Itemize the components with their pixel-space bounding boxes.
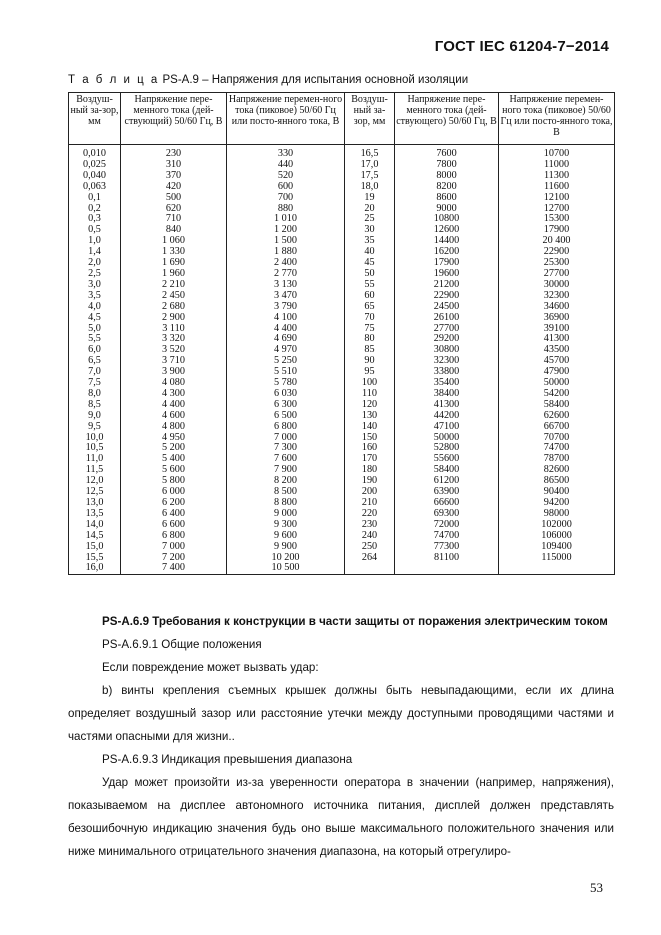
table-row [69, 476, 615, 487]
table-cell: 9 000 [227, 509, 345, 520]
table-cell: 109400 [499, 542, 615, 553]
table-row [69, 145, 615, 160]
table-cell: 17900 [499, 225, 615, 236]
table-cell: 420 [121, 182, 227, 193]
table-body [69, 145, 615, 575]
table-cell: 12700 [499, 204, 615, 215]
table-cell: 3 110 [121, 324, 227, 335]
table-row [69, 214, 615, 225]
table-cell: 7 300 [227, 443, 345, 454]
table-cell: 32300 [499, 291, 615, 302]
table-cell: 8 200 [227, 476, 345, 487]
table-cell: 0,025 [69, 160, 121, 171]
table-cell: 264 [345, 553, 395, 564]
table-cell: 14,5 [69, 531, 121, 542]
table-cell: 50000 [395, 433, 499, 444]
table-cell: 15300 [499, 214, 615, 225]
table-cell: 4 600 [121, 411, 227, 422]
table-cell: 3 790 [227, 302, 345, 313]
table-cell: 25300 [499, 258, 615, 269]
section-heading: PS-A.6.9 Требования к конструкции в части защиты от поражения электрическим током [102, 615, 608, 628]
table-cell: 77300 [395, 542, 499, 553]
table-cell: 5 800 [121, 476, 227, 487]
table-cell: 5 600 [121, 465, 227, 476]
table-cell: 840 [121, 225, 227, 236]
table-cell: 19600 [395, 269, 499, 280]
table-cell: 8 500 [227, 487, 345, 498]
table-row [69, 411, 615, 422]
table-cell: 15,5 [69, 553, 121, 564]
table-row [69, 389, 615, 400]
table-cell: 26100 [395, 313, 499, 324]
table-cell: 69300 [395, 509, 499, 520]
table-cell: 85 [345, 345, 395, 356]
table-cell: 7 600 [227, 454, 345, 465]
table-row [69, 465, 615, 476]
table-cell: 4 400 [227, 324, 345, 335]
table-cell: 115000 [499, 553, 615, 564]
table-cell: 72000 [395, 520, 499, 531]
table-cell: 1 960 [121, 269, 227, 280]
table-cell: 7 900 [227, 465, 345, 476]
table-row [69, 324, 615, 335]
table-cell: 16,5 [345, 145, 395, 160]
table-cell: 330 [227, 145, 345, 160]
table-cell: 21200 [395, 280, 499, 291]
table-cell: 220 [345, 509, 395, 520]
document-code-header: ГОСТ IEC 61204-7−2014 [434, 38, 609, 55]
table-row [69, 225, 615, 236]
table-cell [345, 563, 395, 574]
table-cell: 47100 [395, 422, 499, 433]
table-cell: 100 [345, 378, 395, 389]
table-cell: 0,1 [69, 193, 121, 204]
table-cell: 95 [345, 367, 395, 378]
table-row [69, 356, 615, 367]
body-text [68, 610, 614, 863]
table-cell: 13,0 [69, 498, 121, 509]
table-cell: 102000 [499, 520, 615, 531]
table-row [69, 258, 615, 269]
table-cell: 27700 [395, 324, 499, 335]
table-cell: 24500 [395, 302, 499, 313]
page-number: 53 [590, 880, 603, 895]
table-cell: 17,0 [345, 160, 395, 171]
table-cell: 19 [345, 193, 395, 204]
table-cell: 58400 [395, 465, 499, 476]
table-cell: 9000 [395, 204, 499, 215]
table-cell: 10,0 [69, 433, 121, 444]
table-cell: 8200 [395, 182, 499, 193]
table-cell: 6 600 [121, 520, 227, 531]
table-cell: 5,0 [69, 324, 121, 335]
table-cell: 12600 [395, 225, 499, 236]
table-cell: 63900 [395, 487, 499, 498]
table-row [69, 313, 615, 324]
table-cell: 90400 [499, 487, 615, 498]
table-row [69, 531, 615, 542]
table-cell: 17900 [395, 258, 499, 269]
table-cell: 6,5 [69, 356, 121, 367]
table-cell: 70 [345, 313, 395, 324]
table-cell: 9,0 [69, 411, 121, 422]
table-cell: 50000 [499, 378, 615, 389]
table-row [69, 334, 615, 345]
table-cell: 4 300 [121, 389, 227, 400]
table-cell: 12,0 [69, 476, 121, 487]
table-cell: 5,5 [69, 334, 121, 345]
table-row [69, 443, 615, 454]
table-cell: 3 320 [121, 334, 227, 345]
table-cell: 43500 [499, 345, 615, 356]
table-cell: 47900 [499, 367, 615, 378]
subsection-general: PS-A.6.9.1 Общие положения [102, 638, 262, 651]
table-cell: 2,0 [69, 258, 121, 269]
table-cell: 10,5 [69, 443, 121, 454]
table-cell: 370 [121, 171, 227, 182]
table-header-row [69, 93, 615, 145]
table-row [69, 378, 615, 389]
table-cell: 78700 [499, 454, 615, 465]
table-cell: 1 880 [227, 247, 345, 258]
table-row [69, 193, 615, 204]
paragraph-overrange: Удар может произойти из-за уверенности оператора в значении (например, напряжения), показываемом на дисплее автономного источника питания, дисплей должен представлять безошибочную индикацию значения будь оно выше максимального положительного значения или ниже минимального отрицательного значения диапазона, на который отрегулиро- [68, 776, 614, 858]
table-cell: 10 200 [227, 553, 345, 564]
table-cell: 1,0 [69, 236, 121, 247]
table-cell: 8 800 [227, 498, 345, 509]
table-cell: 6 500 [227, 411, 345, 422]
table-cell: 160 [345, 443, 395, 454]
table-cell: 2 770 [227, 269, 345, 280]
table-cell: 25 [345, 214, 395, 225]
table-cell: 7600 [395, 145, 499, 160]
table-row [69, 553, 615, 564]
table-cell: 55600 [395, 454, 499, 465]
table-cell: 74700 [395, 531, 499, 542]
table-row [69, 400, 615, 411]
table-cell: 10800 [395, 214, 499, 225]
table-cell: 14,0 [69, 520, 121, 531]
table-cell: 4 080 [121, 378, 227, 389]
table-cell: 8,5 [69, 400, 121, 411]
table-row [69, 498, 615, 509]
table-cell: 98000 [499, 509, 615, 520]
table-cell: 150 [345, 433, 395, 444]
table-cell: 6 300 [227, 400, 345, 411]
table-cell: 0,040 [69, 171, 121, 182]
column-header-ac-rms-2: Напряжение пере-менного тока (дей-ствующего) 50/60 Гц, В [395, 93, 499, 145]
table-cell: 6 400 [121, 509, 227, 520]
table-cell: 310 [121, 160, 227, 171]
table-cell: 2 450 [121, 291, 227, 302]
table-row [69, 182, 615, 193]
table-cell: 4,5 [69, 313, 121, 324]
table-cell: 30800 [395, 345, 499, 356]
table-cell: 6,0 [69, 345, 121, 356]
table-cell: 3 520 [121, 345, 227, 356]
table-row [69, 422, 615, 433]
table-cell: 20 [345, 204, 395, 215]
table-cell: 6 030 [227, 389, 345, 400]
table-cell: 12,5 [69, 487, 121, 498]
table-cell: 16,0 [69, 563, 121, 574]
table-cell: 11,5 [69, 465, 121, 476]
table-cell: 20 400 [499, 236, 615, 247]
table-cell: 3,0 [69, 280, 121, 291]
table-cell: 65 [345, 302, 395, 313]
table-row [69, 454, 615, 465]
table-cell: 29200 [395, 334, 499, 345]
table-cell: 4 100 [227, 313, 345, 324]
table-row [69, 487, 615, 498]
table-cell: 9 600 [227, 531, 345, 542]
table-cell: 3 900 [121, 367, 227, 378]
table-cell: 1,4 [69, 247, 121, 258]
table-cell: 10 500 [227, 563, 345, 574]
table-cell: 27700 [499, 269, 615, 280]
table-cell: 130 [345, 411, 395, 422]
table-cell: 3 470 [227, 291, 345, 302]
table-cell: 2 400 [227, 258, 345, 269]
table-cell: 80 [345, 334, 395, 345]
table-cell: 36900 [499, 313, 615, 324]
table-cell: 440 [227, 160, 345, 171]
table-row [69, 542, 615, 553]
paragraph-screws: b) винты крепления съемных крышек должны быть невыпадающими, если их длина определяет воздушный зазор или расстояние утечки между доступными проводящими частями и частями опасными для жизни.. [68, 684, 614, 743]
table-cell: 35 [345, 236, 395, 247]
table-cell: 1 330 [121, 247, 227, 258]
table-cell: 75 [345, 324, 395, 335]
table-cell: 8000 [395, 171, 499, 182]
table-cell: 40 [345, 247, 395, 258]
table-cell: 0,010 [69, 145, 121, 160]
table-row [69, 171, 615, 182]
table-cell: 9 900 [227, 542, 345, 553]
table-cell: 4 970 [227, 345, 345, 356]
test-voltage-table [68, 92, 615, 575]
table-cell: 210 [345, 498, 395, 509]
table-cell: 11600 [499, 182, 615, 193]
table-cell: 14400 [395, 236, 499, 247]
table-cell: 15,0 [69, 542, 121, 553]
table-caption-text: PS-A.9 – Напряжения для испытания основной изоляции [162, 74, 469, 86]
table-cell: 7 000 [227, 433, 345, 444]
table-cell: 500 [121, 193, 227, 204]
table-cell: 7,5 [69, 378, 121, 389]
table-cell: 4 800 [121, 422, 227, 433]
table-cell: 66700 [499, 422, 615, 433]
table-cell: 54200 [499, 389, 615, 400]
table-cell: 45 [345, 258, 395, 269]
table-cell: 620 [121, 204, 227, 215]
table-cell: 22900 [395, 291, 499, 302]
table-cell: 41300 [395, 400, 499, 411]
table-cell: 190 [345, 476, 395, 487]
table-cell: 0,3 [69, 214, 121, 225]
table-cell: 0,5 [69, 225, 121, 236]
column-header-clearance-1: Воздуш-ный за-зор, мм [69, 93, 121, 145]
table-cell: 44200 [395, 411, 499, 422]
table-cell: 70700 [499, 433, 615, 444]
table-cell: 120 [345, 400, 395, 411]
table-cell: 700 [227, 193, 345, 204]
table-cell: 9,5 [69, 422, 121, 433]
table-cell: 7 200 [121, 553, 227, 564]
table-cell: 22900 [499, 247, 615, 258]
table-cell: 3 710 [121, 356, 227, 367]
table-cell: 1 010 [227, 214, 345, 225]
table-cell: 11,0 [69, 454, 121, 465]
column-header-clearance-2: Воздуш-ный за-зор, мм [345, 93, 395, 145]
table-caption [68, 74, 598, 86]
table-cell: 17,5 [345, 171, 395, 182]
table-cell: 13,5 [69, 509, 121, 520]
table-row [69, 204, 615, 215]
table-cell: 66600 [395, 498, 499, 509]
table-cell: 12100 [499, 193, 615, 204]
table-cell: 6 800 [227, 422, 345, 433]
table-cell: 41300 [499, 334, 615, 345]
table-cell: 250 [345, 542, 395, 553]
table-cell: 86500 [499, 476, 615, 487]
table-cell: 5 780 [227, 378, 345, 389]
table-cell [499, 563, 615, 574]
table-cell: 1 200 [227, 225, 345, 236]
table-caption-prefix: Т а б л и ц а [68, 74, 160, 86]
table-cell: 32300 [395, 356, 499, 367]
table-cell: 30000 [499, 280, 615, 291]
table-cell: 7 000 [121, 542, 227, 553]
table-cell: 880 [227, 204, 345, 215]
table-cell: 230 [345, 520, 395, 531]
table-cell: 33800 [395, 367, 499, 378]
table-cell: 2 680 [121, 302, 227, 313]
table-cell: 180 [345, 465, 395, 476]
paragraph-shock-condition: Если повреждение может вызвать удар: [102, 661, 319, 674]
table-cell: 4,0 [69, 302, 121, 313]
table-cell: 55 [345, 280, 395, 291]
table-cell: 9 300 [227, 520, 345, 531]
table-cell: 200 [345, 487, 395, 498]
table-row [69, 236, 615, 247]
table-row [69, 433, 615, 444]
table-cell: 7 400 [121, 563, 227, 574]
table-cell: 106000 [499, 531, 615, 542]
table-cell: 5 400 [121, 454, 227, 465]
table-cell: 1 500 [227, 236, 345, 247]
table-cell: 230 [121, 145, 227, 160]
table-cell: 1 060 [121, 236, 227, 247]
table-cell: 35400 [395, 378, 499, 389]
table-cell: 81100 [395, 553, 499, 564]
table-cell: 0,063 [69, 182, 121, 193]
table-cell: 2,5 [69, 269, 121, 280]
table-row [69, 509, 615, 520]
table-row [69, 520, 615, 531]
table-row [69, 345, 615, 356]
table-cell: 5 250 [227, 356, 345, 367]
table-row [69, 160, 615, 171]
table-cell: 0,2 [69, 204, 121, 215]
table-cell: 39100 [499, 324, 615, 335]
table-cell: 170 [345, 454, 395, 465]
table-cell: 58400 [499, 400, 615, 411]
table-cell: 10700 [499, 145, 615, 160]
table-cell: 2 900 [121, 313, 227, 324]
table-cell: 74700 [499, 443, 615, 454]
table-cell: 34600 [499, 302, 615, 313]
table-row [69, 291, 615, 302]
table-cell: 30 [345, 225, 395, 236]
table-cell: 90 [345, 356, 395, 367]
table-cell: 4 400 [121, 400, 227, 411]
table-cell: 6 000 [121, 487, 227, 498]
table-row [69, 280, 615, 291]
table-cell: 82600 [499, 465, 615, 476]
table-cell: 11300 [499, 171, 615, 182]
table-cell: 240 [345, 531, 395, 542]
table-cell: 50 [345, 269, 395, 280]
table-cell: 6 200 [121, 498, 227, 509]
table-cell: 7,0 [69, 367, 121, 378]
table-cell: 94200 [499, 498, 615, 509]
table-cell: 5 510 [227, 367, 345, 378]
table-cell: 3 130 [227, 280, 345, 291]
table-cell: 520 [227, 171, 345, 182]
table-cell: 38400 [395, 389, 499, 400]
table-cell: 4 690 [227, 334, 345, 345]
table-cell: 710 [121, 214, 227, 225]
table-cell: 16200 [395, 247, 499, 258]
table-cell: 61200 [395, 476, 499, 487]
table-row [69, 247, 615, 258]
table-cell: 8600 [395, 193, 499, 204]
table-row [69, 269, 615, 280]
table-cell: 45700 [499, 356, 615, 367]
table-cell: 52800 [395, 443, 499, 454]
table-row [69, 367, 615, 378]
table-cell: 3,5 [69, 291, 121, 302]
table-cell: 60 [345, 291, 395, 302]
table-row [69, 302, 615, 313]
table-cell: 110 [345, 389, 395, 400]
table-cell: 4 950 [121, 433, 227, 444]
table-cell: 1 690 [121, 258, 227, 269]
table-cell [395, 563, 499, 574]
table-cell: 18,0 [345, 182, 395, 193]
column-header-ac-rms-1: Напряжение пере-менного тока (дей-ствующий) 50/60 Гц, В [121, 93, 227, 145]
table-cell: 5 200 [121, 443, 227, 454]
table-cell: 11000 [499, 160, 615, 171]
subsection-overrange: PS-A.6.9.3 Индикация превышения диапазона [102, 753, 353, 766]
table-cell: 140 [345, 422, 395, 433]
table-row [69, 563, 615, 574]
table-cell: 7800 [395, 160, 499, 171]
table-cell: 6 800 [121, 531, 227, 542]
table-cell: 2 210 [121, 280, 227, 291]
column-header-ac-peak-dc-1: Напряжение перемен-ного тока (пиковое) 50/60 Гц или посто-янного тока, В [227, 93, 345, 145]
table-cell: 600 [227, 182, 345, 193]
table-cell: 8,0 [69, 389, 121, 400]
column-header-ac-peak-dc-2: Напряжение перемен-ного тока (пиковое) 50/60 Гц или посто-янного тока, В [499, 93, 615, 145]
table-cell: 62600 [499, 411, 615, 422]
